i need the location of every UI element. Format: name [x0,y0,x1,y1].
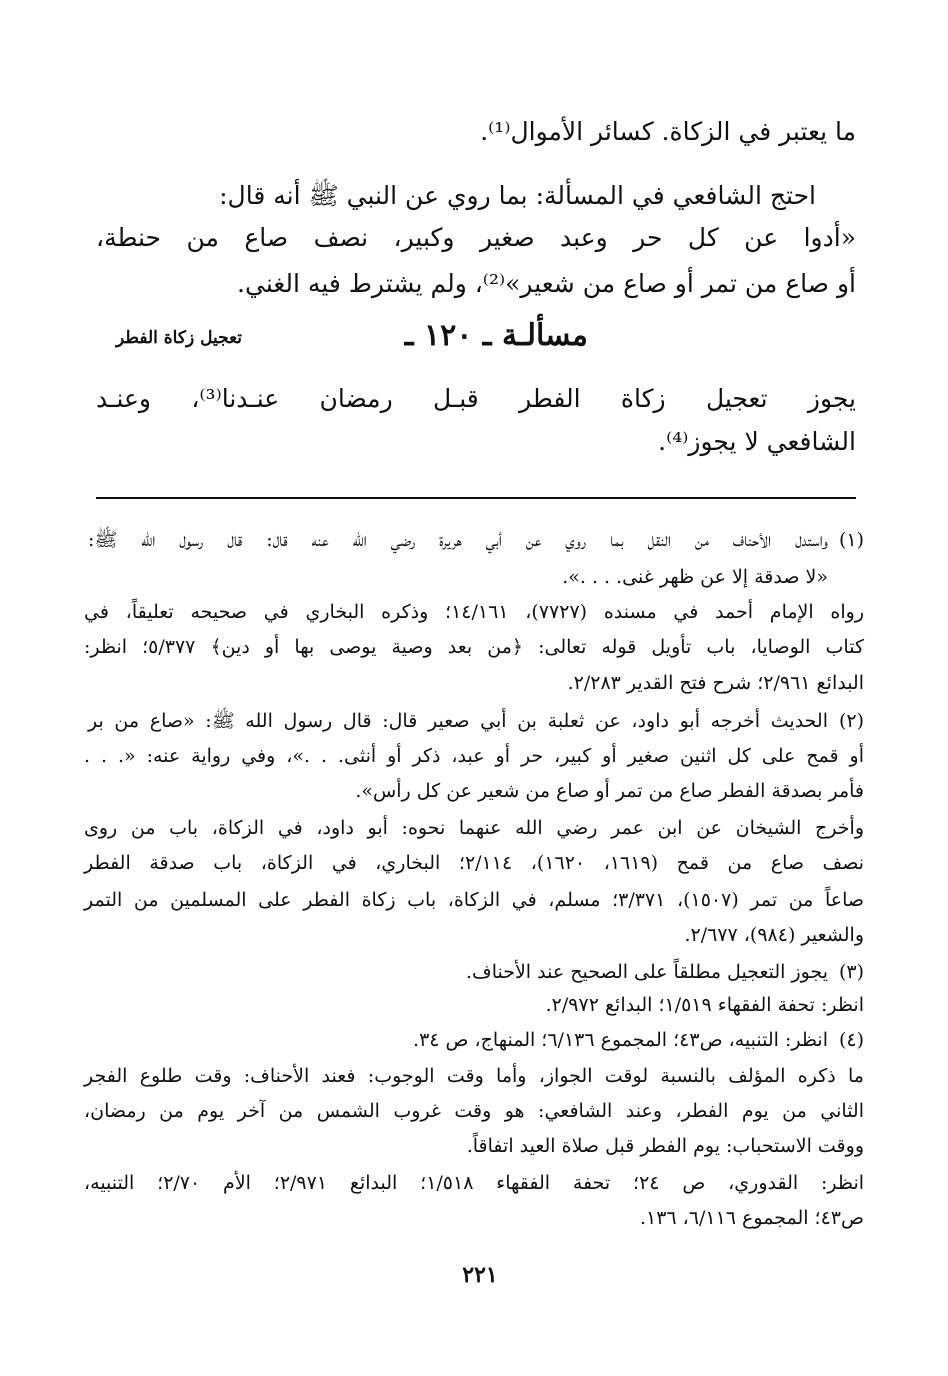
main-text-line: الشافعي لا يجوز⁽⁴⁾. [658,427,856,456]
section-heading [0,318,948,364]
footnote-line: ما ذكره المؤلف بالنسبة لوقت الجواز، وأما وقت الوجوب: فعند الأحناف: وقت طلوع الفجر [84,1065,864,1087]
main-text-line: يجوز تعجيل زكاة الفطر قبـل رمضان عنـدنا⁽³⁾، وعنـد [96,384,856,413]
main-text-line: أو صاع من تمر أو صاع من شعير»⁽²⁾، ولم يشترط فيه الغني. [237,269,856,298]
margin-note: تعجيل زكاة الفطر [116,328,242,348]
main-text-line: ما يعتبر في الزكاة. كسائر الأموال⁽¹⁾. [480,117,856,146]
footnote-line: ووقت الاستحباب: يوم الفطر قبل صلاة العيد اتفاقاً. [466,1135,864,1157]
footnote-marker: (٣) [838,961,864,983]
footnote-line: الثاني من يوم الفطر، وعند الشافعي: هو وقت غروب الشمس من آخر يوم من رمضان، [84,1100,864,1122]
footnote-line: انظر: التنبيه، ص٤٣؛ المجموع ٦/١٣٦؛ المنهاج، ص ٣٤. [413,1029,828,1051]
footnote-line: «لا صدقة إلا عن ظهر غنى. . . .». [562,566,828,588]
footnote-line: كتاب الوصايا، باب تأويل قوله تعالى: ﴿من بعد وصية يوصى بها أو دين﴾ ٥/٣٧٧؛ انظر: [84,636,864,658]
footnote-line: وأخرج الشيخان عن ابن عمر رضي الله عنهما نحوه: أبو داود، في الزكاة، باب من روى [84,817,864,839]
footnote-marker: (٢) [838,710,864,732]
footnote-line: واستدل الأحناف من النقل بما روي عن أبي هريرة رضي الله عنه قال: قال رسول الله ﷺ: [88,529,828,551]
footnote-line: والشعير (٩٨٤)، ٢/٦٧٧. [684,924,864,946]
footnote-line: أو قمح على كل اثنين صغير أو كبير، حر أو عبد، ذكر أو أنثى. . .»، وفي رواية عنه: «. . . [84,745,864,767]
footnote-line: صاعاً من تمر (١٥٠٧)، ٣/٣٧١؛ مسلم، في الزكاة، باب زكاة الفطر على المسلمين من التمر [84,889,864,911]
footnote-line: فأمر بصدقة الفطر صاع من تمر أو صاع من شعير عن كل رأس». [355,780,864,802]
main-text-line: احتج الشافعي في المسألة: بما روي عن النبي ﷺ أنه قال: [219,181,816,210]
main-text-line: «أدوا عن كل حر وعبد صغير وكبير، نصف صاع من حنطة، [96,223,856,252]
footnote-marker: (١) [838,529,864,551]
footnote-line: ص٤٣؛ المجموع ٦/١١٦، ١٣٦. [639,1207,864,1229]
footnote-line: انظر: تحفة الفقهاء ١/٥١٩؛ البدائع ٢/٩٧٢. [545,994,864,1016]
page-number: ٢٢١ [462,1262,498,1288]
footnote-line: يجوز التعجيل مطلقاً على الصحيح عند الأحناف. [465,961,828,983]
footnote-divider [96,497,856,499]
footnote-marker: (٤) [838,1029,864,1051]
footnote-line: نصف صاع من قمح (١٦١٩، ١٦٢٠)، ٢/١١٤؛ البخاري، في الزكاة، باب صدقة الفطر [84,852,864,874]
issue-title: مسألـة ـ ١٢٠ ـ [404,318,588,353]
footnote-line: الحديث أخرجه أبو داود، عن ثعلبة بن أبي صعير قال: قال رسول الله ﷺ: «صاع من بر [88,710,828,732]
footnote-line: البدائع ٢/٩٦١؛ شرح فتح القدير ٢/٢٨٣. [567,672,864,694]
footnote-line: رواه الإمام أحمد في مسنده (٧٧٢٧)، ١٤/١٦١؛ وذكره البخاري في صحيحه تعليقاً، في [84,601,864,623]
footnote-line: انظر: القدوري، ص ٢٤؛ تحفة الفقهاء ١/٥١٨؛ البدائع ٢/٩٧١؛ الأم ٢/٧٠؛ التنبيه، [84,1172,865,1194]
